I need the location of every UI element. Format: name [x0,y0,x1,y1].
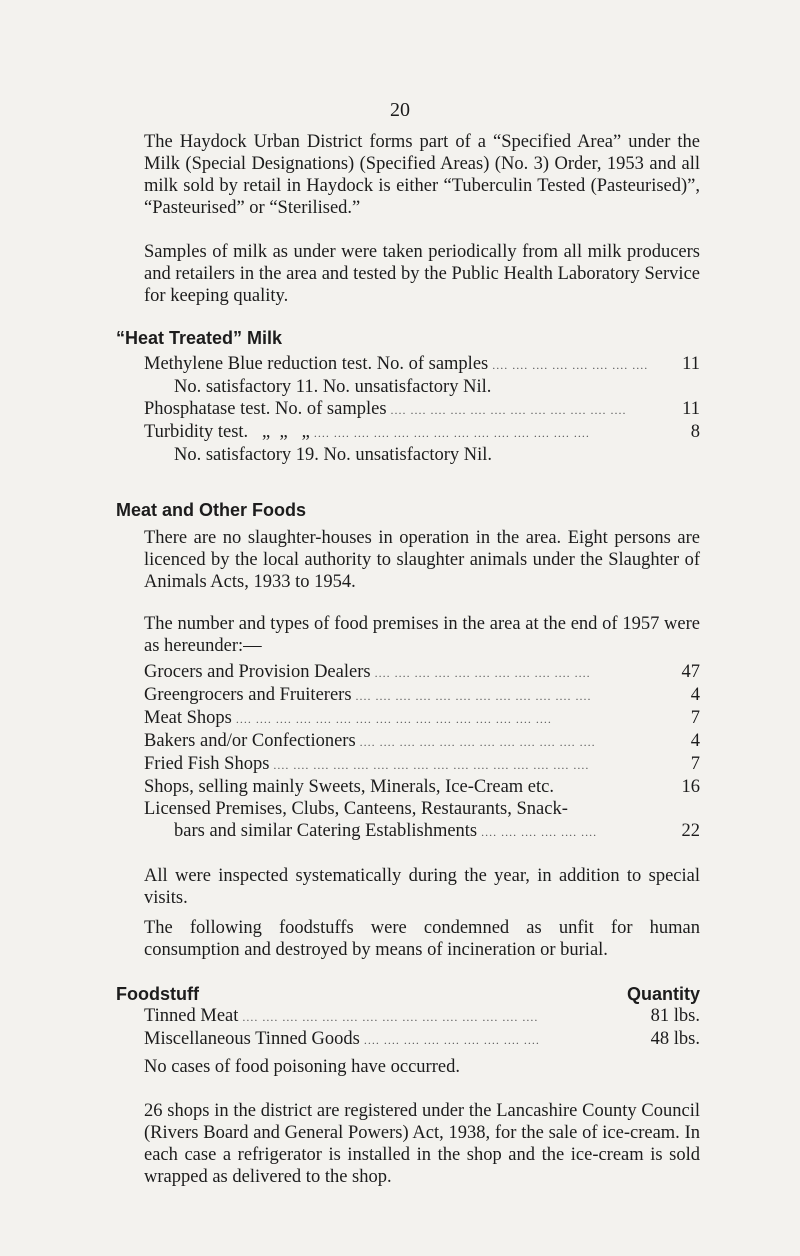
heat-treated-heading: “Heat Treated” Milk [116,328,283,348]
turbidity-value: 8 [690,422,700,442]
licensed-premises-line1: Licensed Premises, Clubs, Canteens, Restaurants, Snack- [144,799,568,819]
leader-dots: .... .... .... .... .... .... .... .... [492,358,649,372]
foodstuff-header-left: Foodstuff [116,984,199,1004]
meat-foods-heading: Meat and Other Foods [116,500,307,520]
foodstuff-row: Miscellaneous Tinned Goods .... .... .... .... .... .... .... .... .... 48 lbs. [144,1029,700,1049]
leader-dots: .... .... .... .... .... .... .... .... .... [363,1033,540,1047]
foodstuff-header-right: Quantity [626,984,700,1004]
leader-dots: .... .... .... .... .... .... .... .... .... .... .... .... [390,403,627,417]
turbidity-label: Turbidity test. „ „ „ [144,422,310,442]
premises-row: Shops, selling mainly Sweets, Minerals, Ice-Cream etc. 16 [144,777,700,797]
phosphatase-value: 11 [682,399,700,419]
leader-dots: .... .... .... .... .... .... .... .... .... .... .... .... [355,689,592,703]
premises-row: Meat Shops .... .... .... .... .... .... .... .... .... .... .... .... .... .... .... .... 7 [144,708,700,728]
milk-area-paragraph: The Haydock Urban District forms part of a “Specified Area” under the Milk (Special Designations) (Specified Areas) (No. 3) Order, 1953 and all milk sold by retail in Haydock is either “Tuberculin Tested (Pasteurised)”, “Pasteurised” or “Sterilised.” [144,132,700,218]
leader-dots: .... .... .... .... .... .... .... .... .... .... .... .... .... .... .... [242,1010,539,1024]
phosphatase-row [144,398,700,421]
licensed-premises-row: bars and similar Catering Establishments .... .... .... .... .... .... 22 [174,821,700,841]
ice-cream-paragraph: 26 shops in the district are registered under the Lancashire County Council (Rivers Board and General Powers) Act, 1938, for the sale of ice-cream. In each case a refrigerator is installed in the shop and the ice-cream is sold wrapped as delivered to the shop. [144,1101,700,1187]
inspection-paragraph: All were inspected systematically during the year, in addition to special visits. [144,866,700,908]
samples-paragraph: Samples of milk as under were taken periodically from all milk producers and retailers in the area and tested by the Public Health Laboratory Service for keeping quality. [144,242,700,306]
methylene-label: Methylene Blue reduction test. No. of samples [144,354,489,374]
slaughter-paragraph: There are no slaughter-houses in operation in the area. Eight persons are licenced by the local authority to slaughter animals under the Slaughter of Animals Acts, 1933 to 1954. [144,528,700,592]
leader-dots: .... .... .... .... .... .... [481,825,598,839]
methylene-sub: No. satisfactory 11. No. unsatisfactory Nil. [174,377,492,397]
foodstuff-list [116,1005,700,1078]
phosphatase-label: Phosphatase test. No. of samples [144,399,387,419]
premises-row: Greengrocers and Fruiterers .... .... .... .... .... .... .... .... .... .... .... .... 4 [144,685,700,705]
turbidity-row [144,421,700,444]
methylene-row [144,353,700,376]
heat-treated-tests [116,353,700,466]
foodstuff-header [116,984,700,1005]
condemned-paragraph: The following foodstuffs were condemned as unfit for human consumption and destroyed by means of incineration or burial. [144,918,700,960]
leader-dots: .... .... .... .... .... .... .... .... .... .... .... .... .... .... .... .... [235,712,552,726]
premises-row: Fried Fish Shops .... .... .... .... .... .... .... .... .... .... .... .... .... .... .... .... 7 [144,754,700,774]
leader-dots: .... .... .... .... .... .... .... .... .... .... .... .... .... .... .... .... [273,758,590,772]
foodstuff-row: Tinned Meat .... .... .... .... .... .... .... .... .... .... .... .... .... .... .... 81 lbs. [144,1006,700,1026]
premises-row: Grocers and Provision Dealers .... .... .... .... .... .... .... .... .... .... .... 47 [144,662,700,682]
leader-dots: .... .... .... .... .... .... .... .... .... .... .... [374,666,591,680]
premises-list [116,661,700,843]
leader-dots: .... .... .... .... .... .... .... .... .... .... .... .... .... .... [313,426,590,440]
premises-intro: The number and types of food premises in the area at the end of 1957 were as hereunder:— [144,614,700,656]
leader-dots: .... .... .... .... .... .... .... .... .... .... .... .... [359,735,596,749]
page-number: 20 [390,99,410,121]
document-page [116,0,700,1188]
turbidity-sub: No. satisfactory 19. No. unsatisfactory Nil. [174,445,493,465]
food-poisoning-note: No cases of food poisoning have occurred. [144,1057,460,1077]
premises-row: Bakers and/or Confectioners .... .... .... .... .... .... .... .... .... .... .... .... 4 [144,731,700,751]
methylene-value: 11 [682,354,700,374]
